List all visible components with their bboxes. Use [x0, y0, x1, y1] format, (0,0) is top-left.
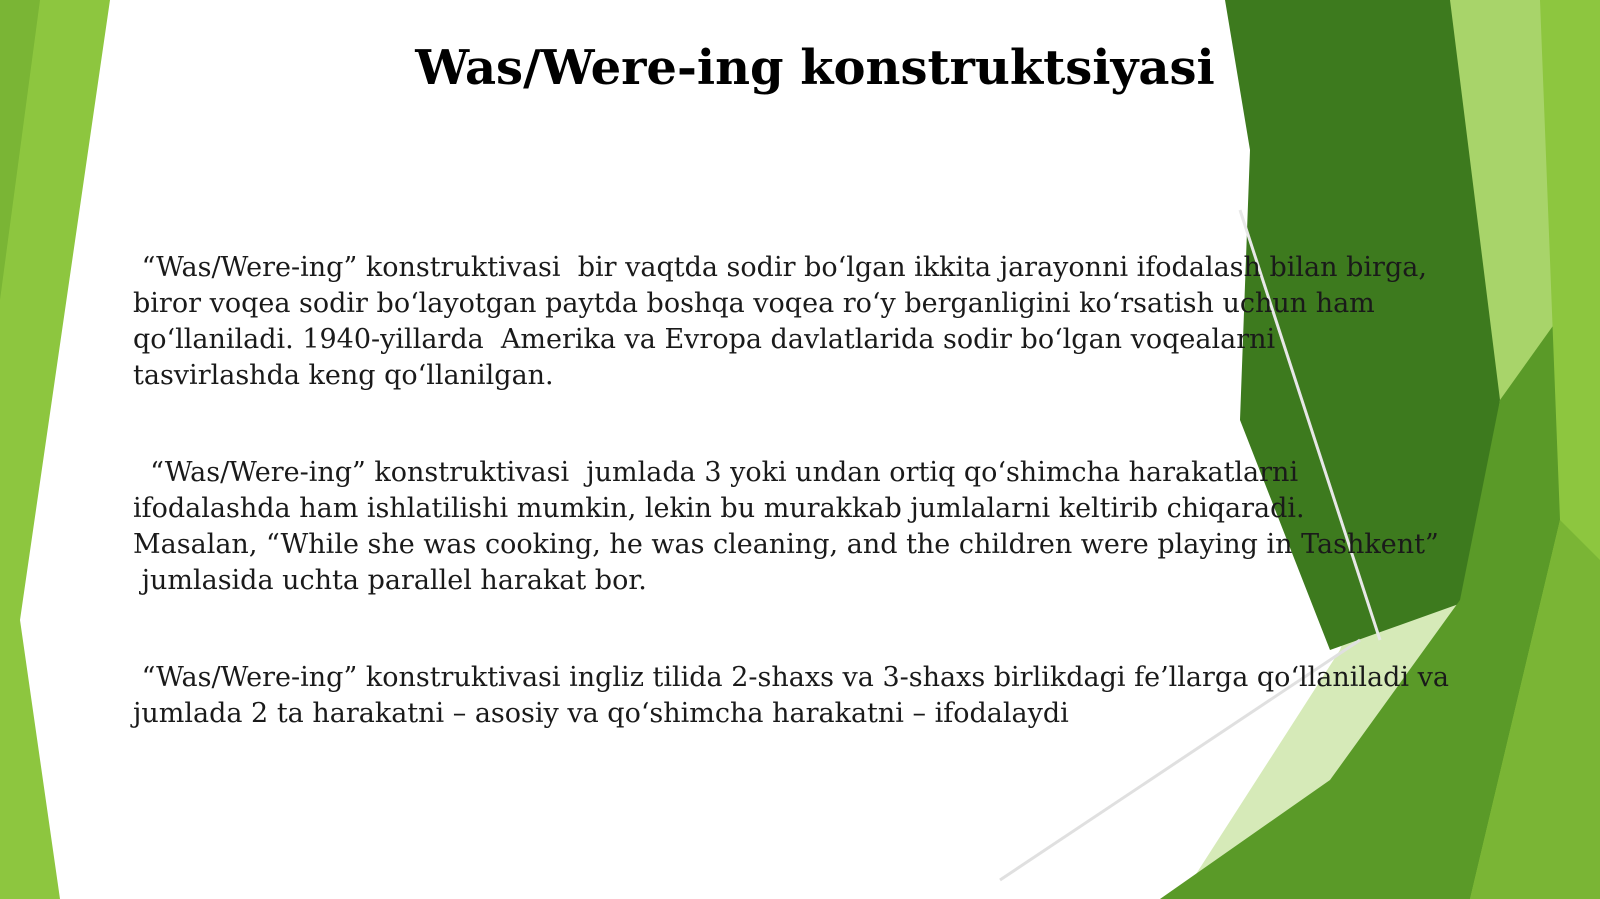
paragraph-line: “Was/Were-ing” konstruktivasi ingliz tilida 2-shaxs va 3-shaxs birlikdagi fe’llarga qo‘llaniladi va: [133, 662, 1449, 693]
paragraph-line: qo‘llaniladi. 1940-yillarda Amerika va Evropa davlatlarida sodir bo‘lgan voqealarni: [133, 324, 1276, 355]
paragraph-3: [133, 660, 1523, 732]
paragraph-line: Masalan, “While she was cooking, he was cleaning, and the children were playing in Tashkent”: [133, 529, 1439, 560]
paragraph-line: “Was/Were-ing” konstruktivasi jumlada 3 yoki undan ortiq qo‘shimcha harakatlarni: [133, 457, 1299, 488]
paragraph-line: ifodalashda ham ishlatilishi mumkin, lekin bu murakkab jumlalarni keltirib chiqaradi.: [133, 493, 1305, 524]
paragraph-line: tasvirlashda keng qo‘llanilgan.: [133, 360, 554, 391]
paragraph-2: [133, 455, 1523, 599]
slide-body: [133, 250, 1523, 732]
paragraph-1: [133, 250, 1523, 394]
paragraph-line: jumlada 2 ta harakatni – asosiy va qo‘shimcha harakatni – ifodalaydi: [133, 698, 1069, 729]
paragraph-line: jumlasida uchta parallel harakat bor.: [133, 565, 647, 596]
paragraph-line: “Was/Were-ing” konstruktivasi bir vaqtda sodir bo‘lgan ikkita jarayonni ifodalash bilan birga,: [133, 252, 1427, 283]
slide-title: Was/Were-ing konstruktsiyasi: [415, 40, 1215, 96]
paragraph-line: biror voqea sodir bo‘layotgan paytda boshqa voqea ro‘y berganligini ko‘rsatish uchun ham: [133, 288, 1375, 319]
